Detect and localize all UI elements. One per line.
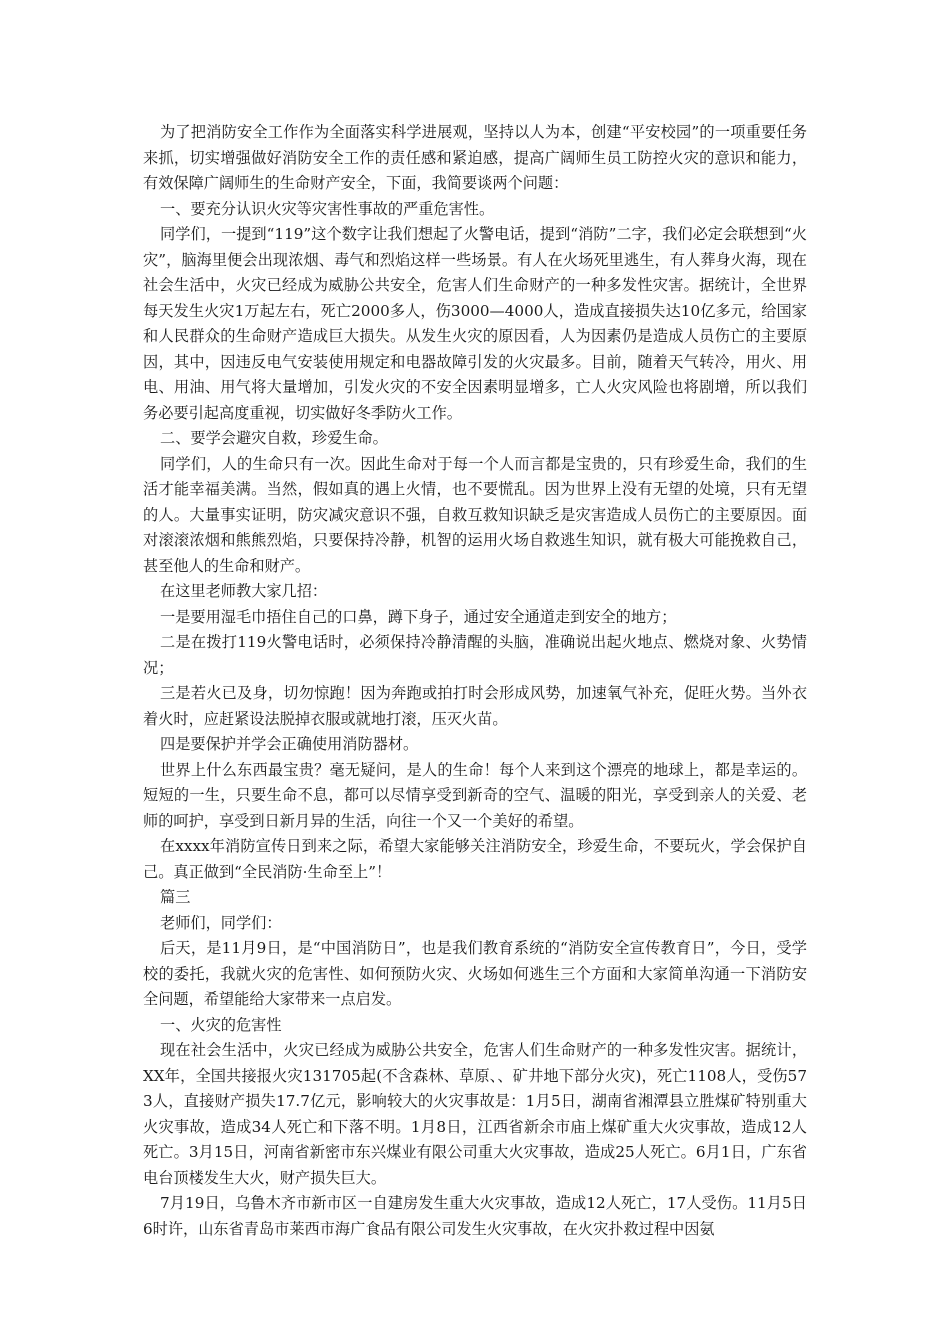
- paragraph: 同学们，一提到“119”这个数字让我们想起了火警电话，提到“消防”二字，我们必定会联想到“火灾”，脑海里便会出现浓烟、毒气和烈焰这样一些场景。有人在火场死里逃生，有人葬身火海，现在社会生活中，火灾已经成为威胁公共安全，危害人们生命财产的一种多发性灾害。据统计，全世界每天发生火灾1万起左右，死亡2000多人，伤3000—4000人，造成直接损失达10亿多元，给国家和人民群众的生命财产造成巨大损失。从发生火灾的原因看，人为因素仍是造成人员伤亡的主要原因，其中，因违反电气安装使用规定和电器故障引发的火灾最多。目前，随着天气转冷，用火、用电、用油、用气将大量增加，引发火灾的不安全因素明显增多，亡人火灾风险也将剧增，所以我们务必要引起高度重视，切实做好冬季防火工作。: [143, 225, 807, 422]
- greeting: 老师们，同学们：: [160, 913, 282, 932]
- paragraph: 在这里老师教大家几招：: [160, 582, 328, 600]
- paragraph: 世界上什么东西最宝贵？毫无疑问，是人的生命！每个人来到这个漂亮的地球上，都是幸运的。短短的一生，只要生命不息，都可以尽情享受到新奇的空气、温暖的阳光，享受到亲人的关爱、老师的呵护，享受到日新月异的生活，向往一个又一个美好的希望。: [143, 760, 807, 830]
- paragraph-intro: 为了把消防安全工作作为全面落实科学进展观，坚持以人为本，创建“平安校园”的一项重要任务来抓，切实增强做好消防安全工作的责任感和紧迫感，提高广阔师生员工防控火灾的意识和能力，有效保障广阔师生的生命财产安全，下面，我简要谈两个问题：: [143, 123, 807, 192]
- paragraph: 后天，是11月9日，是“中国消防日”，也是我们教育系统的“消防安全宣传教育日”，今日，受学校的委托，我就火灾的危害性、如何预防火灾、火场如何逃生三个方面和大家简单沟通一下消防安全问题，希望能给大家带来一点启发。: [143, 939, 807, 1008]
- heading-section-1: 一、火灾的危害性: [160, 1015, 282, 1034]
- section-title: 篇三: [160, 888, 191, 906]
- tip-item: 三是若火已及身，切勿惊跑！因为奔跑或拍打时会形成风势，加速氧气补充，促旺火势。当外衣着火时，应赶紧设法脱掉衣服或就地打滚，压灭火苗。: [143, 684, 807, 728]
- paragraph: 现在社会生活中，火灾已经成为威胁公共安全，危害人们生命财产的一种多发性灾害。据统计，XX年，全国共接报火灾131705起(不含森林、草原、、矿井地下部分火灾)，死亡1108人，受伤573人，直接财产损失17.7亿元，影响较大的火灾事故是：1月5日，湖南省湘潭县立胜煤矿特别重大火灾事故，造成34人死亡和下落不明。1月8日，江西省新余市庙上煤矿重大火灾事故，造成12人死亡。3月15日，河南省新密市东兴煤业有限公司重大火灾事故，造成25人死亡。6月1日，广东省电台顶楼发生大火，财产损失巨大。: [143, 1041, 807, 1187]
- paragraph: 7月19日，乌鲁木齐市新市区一自建房发生重大火灾事故，造成12人死亡，17人受伤。11月5日6时许，山东省青岛市莱西市海广食品有限公司发生火灾事故，在火灾扑救过程中因氨: [143, 1194, 807, 1238]
- heading-section-1: 一、要充分认识火灾等灾害性事故的严重危害性。: [160, 199, 495, 218]
- heading-section-2: 二、要学会避灾自救，珍爱生命。: [160, 429, 388, 447]
- tip-item: 四是要保护并学会正确使用消防器材。: [160, 735, 419, 753]
- tip-item: 一是要用湿毛巾捂住自己的口鼻，蹲下身子，通过安全通道走到安全的地方；: [160, 607, 677, 626]
- paragraph: 同学们，人的生命只有一次。因此生命对于每一个人而言都是宝贵的，只有珍爱生命，我们的生活才能幸福美满。当然，假如真的遇上火情，也不要慌乱。因为世界上没有无望的处境，只有无望的人。大量事实证明，防灾减灾意识不强，自救互救知识缺乏是灾害造成人员伤亡的主要原因。面对滚滚浓烟和熊熊烈焰，只要保持冷静，机智的运用火场自救逃生知识，就有极大可能挽救自己，甚至他人的生命和财产。: [143, 454, 807, 575]
- tip-item: 二是在拨打119火警电话时，必须保持冷静清醒的头脑，准确说出起火地点、燃烧对象、火势情况；: [143, 633, 807, 677]
- document-body: [143, 120, 807, 1242]
- paragraph: 在xxxx年消防宣传日到来之际，希望大家能够关注消防安全，珍爱生命，不要玩火，学会保护自己。真正做到“全民消防·生命至上”！: [143, 837, 807, 881]
